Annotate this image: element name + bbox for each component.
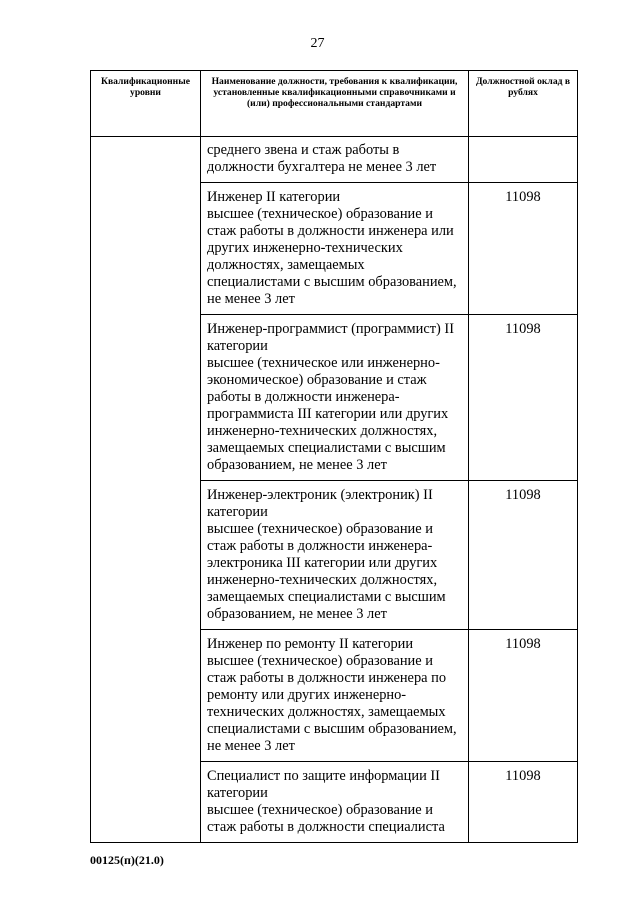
description-line: Инженер II категории xyxy=(207,189,341,205)
qualification-level-cell xyxy=(91,137,201,843)
description-line: Инженер-программист (программист) II xyxy=(207,321,455,337)
salary-cell: 11098 xyxy=(469,183,578,315)
description-line: электроника III категории или других xyxy=(207,555,438,571)
description-line: среднего звена и стаж работы в xyxy=(207,142,400,158)
description-line: стаж работы в должности инженера или xyxy=(207,223,454,239)
description-line: Инженер по ремонту II категории xyxy=(207,636,414,652)
description-line: замещаемых специалистами с высшим xyxy=(207,440,446,456)
position-description-cell xyxy=(201,315,469,481)
description-line: ремонту или других инженерно- xyxy=(207,687,407,703)
position-description-cell xyxy=(201,137,469,183)
description-line: не менее 3 лет xyxy=(207,738,295,754)
position-description-cell xyxy=(201,183,469,315)
document-code: 00125(п)(21.0) xyxy=(90,853,164,867)
description-line: высшее (техническое) образование и xyxy=(207,206,433,222)
description-line: специалистами с высшим образованием, xyxy=(207,274,457,290)
description-line: инженерно-технических должностях, xyxy=(207,572,438,588)
header-salary: Должностной оклад в рублях xyxy=(469,71,578,137)
description-line: стаж работы в должности инженера по xyxy=(207,670,447,686)
salary-cell: 11098 xyxy=(469,762,578,843)
salary-cell: 11098 xyxy=(469,481,578,630)
description-line: высшее (техническое) образование и xyxy=(207,802,433,818)
salary-cell xyxy=(469,137,578,183)
description-line: стаж работы в должности инженера- xyxy=(207,538,433,554)
salary-cell: 11098 xyxy=(469,315,578,481)
description-line: категории xyxy=(207,785,268,801)
table-row xyxy=(91,137,578,183)
description-line: не менее 3 лет xyxy=(207,291,295,307)
description-line: категории xyxy=(207,338,268,354)
description-line: замещаемых специалистами с высшим xyxy=(207,589,446,605)
header-position-requirements: Наименование должности, требования к квалификации, установленные квалификационными справочниками и (или) профессиональными стандартами xyxy=(201,71,469,137)
position-description-cell xyxy=(201,762,469,843)
description-line: технических должностях, замещаемых xyxy=(207,704,446,720)
salary-cell: 11098 xyxy=(469,630,578,762)
qualification-table xyxy=(90,70,578,843)
description-line: стаж работы в должности специалиста xyxy=(207,819,445,835)
description-line: высшее (техническое) образование и xyxy=(207,521,433,537)
description-line: программиста III категории или других xyxy=(207,406,449,422)
description-line: других инженерно-технических xyxy=(207,240,403,256)
description-line: экономическое) образование и стаж xyxy=(207,372,427,388)
description-line: высшее (техническое) образование и xyxy=(207,653,433,669)
description-line: Инженер-электроник (электроник) II xyxy=(207,487,433,503)
description-line: должности бухгалтера не менее 3 лет xyxy=(207,159,437,175)
description-line: высшее (техническое или инженерно- xyxy=(207,355,440,371)
description-line: образованием, не менее 3 лет xyxy=(207,457,387,473)
position-description-cell xyxy=(201,630,469,762)
description-line: образованием, не менее 3 лет xyxy=(207,606,387,622)
description-line: работы в должности инженера- xyxy=(207,389,400,405)
description-line: инженерно-технических должностях, xyxy=(207,423,438,439)
page-number: 27 xyxy=(310,36,325,51)
description-line: специалистами с высшим образованием, xyxy=(207,721,457,737)
position-description-cell xyxy=(201,481,469,630)
header-qualification-levels: Квалификационные уровни xyxy=(91,71,201,137)
description-line: должностях, замещаемых xyxy=(207,257,365,273)
description-line: Специалист по защите информации II xyxy=(207,768,440,784)
table-header-row xyxy=(91,71,578,137)
description-line: категории xyxy=(207,504,268,520)
